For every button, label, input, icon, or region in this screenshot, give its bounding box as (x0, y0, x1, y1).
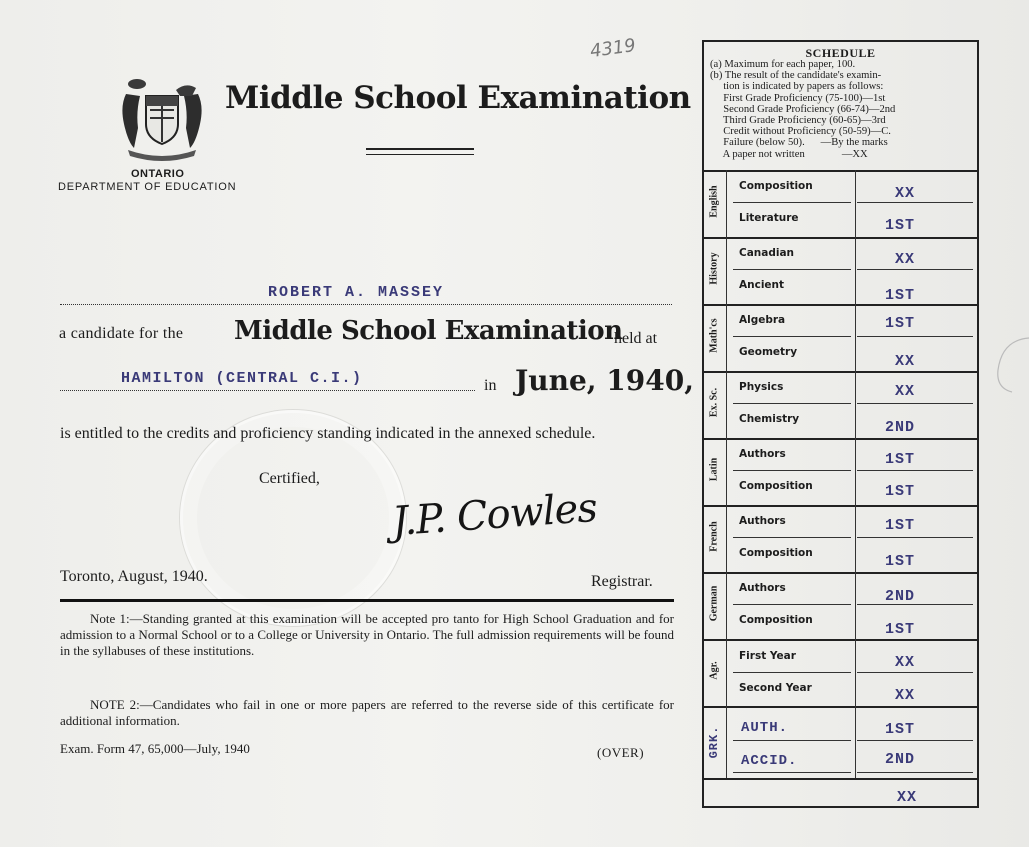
grade-maths-geometry: XX (895, 353, 916, 370)
subject-greek-accid: ACCID. (741, 753, 798, 769)
page-title: Middle School Examination (225, 80, 691, 116)
department-label: DEPARTMENT OF EDUCATION (58, 181, 237, 193)
subject-german-authors: Authors (739, 582, 786, 594)
title-double-rule (366, 148, 474, 155)
grade-line (857, 672, 973, 673)
legend-line: First Grade Proficiency (75-100)—1st (710, 92, 886, 104)
group-label-ex-sc: Ex. Sc. (708, 387, 720, 418)
grade-exsc-physics: XX (895, 383, 916, 400)
subject-french-authors: Authors (739, 515, 786, 527)
subject-french-composition: Composition (739, 547, 813, 559)
legend-line: Failure (below 50). —By the marks (710, 137, 888, 149)
grade-german-authors: 2ND (885, 588, 916, 605)
legend-line: (b) The result of the candidate's examin- (710, 70, 882, 82)
location-line (60, 389, 475, 391)
grade-extra: XX (897, 789, 918, 806)
legend-line: Credit without Proficiency (50-59)—C. (710, 126, 891, 138)
candidate-prefix: a candidate for the (59, 325, 184, 342)
grade-english-literature: 1ST (885, 217, 916, 234)
schedule-legend (710, 59, 972, 160)
candidate-name-line (60, 303, 672, 305)
subject-divider (733, 772, 851, 773)
subject-divider (733, 537, 851, 538)
subject-exsc-chemistry: Chemistry (739, 413, 800, 425)
exam-location: HAMILTON (CENTRAL C.I.) (121, 370, 363, 387)
certified-label: Certified, (259, 470, 320, 487)
grade-greek-accid: 2ND (885, 751, 916, 768)
form-number: Exam. Form 47, 65,000—July, 1940 (60, 741, 250, 756)
group-divider (702, 438, 977, 440)
grade-english-composition: XX (895, 185, 916, 202)
group-divider (702, 505, 977, 507)
grade-exsc-chemistry: 2ND (885, 419, 916, 436)
subject-divider (733, 672, 851, 673)
grade-line (857, 269, 973, 270)
group-divider (702, 371, 977, 373)
grade-latin-authors: 1ST (885, 451, 916, 468)
legend-line: A paper not written —XX (710, 148, 868, 160)
notes-divider (60, 599, 674, 602)
issued-place-date: Toronto, August, 1940. (60, 568, 208, 585)
entitlement-text: is entitled to the credits and proficiency standing indicated in the annexed schedule. (60, 425, 596, 442)
group-divider (702, 237, 977, 239)
grade-german-composition: 1ST (885, 621, 916, 638)
province-label: ONTARIO (131, 168, 185, 180)
subject-history-ancient: Ancient (739, 279, 785, 291)
schedule-title: SCHEDULE (805, 46, 876, 60)
subject-history-canadian: Canadian (739, 247, 795, 259)
grade-line (857, 470, 973, 471)
note-1: Note 1:—Standing granted at this examination will be accepted pro tanto for High School Graduation and for admission to a Normal School or to a College or University in Ontario. The full admission requirements will be found in the syllabuses of these institutions. (60, 611, 674, 658)
legend-line: Second Grade Proficiency (66-74)—2nd (710, 103, 896, 115)
subject-latin-authors: Authors (739, 448, 786, 460)
group-label-german: German (708, 585, 720, 622)
subject-greek-authors: AUTH. (741, 720, 789, 736)
handwritten-number: 4319 (588, 34, 638, 63)
grade-line (857, 537, 973, 538)
grade-line (857, 336, 973, 337)
registrar-signature: J.P. Cowles (390, 484, 599, 546)
candidate-name: ROBERT A. MASSEY (268, 284, 445, 301)
grade-line (857, 740, 973, 741)
subject-maths-geometry: Geometry (739, 346, 798, 358)
grade-history-canadian: XX (895, 251, 916, 268)
group-label-maths: Math'cs (708, 318, 720, 353)
subject-maths-algebra: Algebra (739, 314, 786, 326)
group-label-column-rule (726, 170, 727, 778)
subject-divider (733, 470, 851, 471)
subject-german-composition: Composition (739, 614, 813, 626)
legend-line: Third Grade Proficiency (60-65)—3rd (710, 115, 886, 127)
group-label-agr: Agr. (708, 661, 720, 680)
group-divider (702, 778, 977, 780)
subject-english-composition: Composition (739, 180, 813, 192)
grade-french-composition: 1ST (885, 553, 916, 570)
subject-exsc-physics: Physics (739, 381, 784, 393)
group-label-history: History (708, 252, 720, 285)
legend-line: (a) Maximum for each paper, 100. (710, 59, 856, 70)
in-label: in (484, 377, 497, 394)
exam-date: June, 1940, (515, 364, 694, 397)
subject-latin-composition: Composition (739, 480, 813, 492)
subject-agr-first-year: First Year (739, 650, 796, 662)
over-label: (OVER) (597, 745, 645, 760)
subject-divider (733, 403, 851, 404)
grade-history-ancient: 1ST (885, 287, 916, 304)
group-label-latin: Latin (708, 457, 720, 482)
group-divider (702, 572, 977, 574)
grade-line (857, 604, 973, 605)
held-at-label: held at (614, 330, 658, 347)
subject-divider (733, 202, 851, 203)
exam-name: Middle School Examination (234, 316, 623, 346)
grade-agr-first-year: XX (895, 654, 916, 671)
subject-divider (733, 336, 851, 337)
group-divider (702, 304, 977, 306)
registrar-label: Registrar. (591, 573, 653, 590)
grade-line (857, 403, 973, 404)
ontario-crest-icon (112, 76, 212, 166)
group-divider (702, 706, 977, 708)
grade-agr-second-year: XX (895, 687, 916, 704)
subject-divider (733, 740, 851, 741)
grade-french-authors: 1ST (885, 517, 916, 534)
group-label-french: French (708, 521, 720, 552)
grade-greek-authors: 1ST (885, 721, 916, 738)
group-label-english: English (708, 185, 720, 218)
subject-english-literature: Literature (739, 212, 799, 224)
grade-latin-composition: 1ST (885, 483, 916, 500)
grade-line (857, 202, 973, 203)
subject-divider (733, 269, 851, 270)
subject-divider (733, 604, 851, 605)
subject-agr-second-year: Second Year (739, 682, 812, 694)
group-divider (702, 170, 977, 172)
grade-column-rule (855, 170, 856, 778)
note-2: NOTE 2:—Candidates who fail in one or more papers are referred to the reverse side of this certificate for additional information. (60, 697, 674, 728)
embossed-seal (180, 410, 406, 626)
legend-line: tion is indicated by papers as follows: (710, 81, 884, 93)
grade-line (857, 772, 973, 773)
grade-maths-algebra: 1ST (885, 315, 916, 332)
paper-clip-mark (990, 330, 1029, 400)
group-label-greek: GRK. (707, 725, 721, 759)
group-divider (702, 639, 977, 641)
